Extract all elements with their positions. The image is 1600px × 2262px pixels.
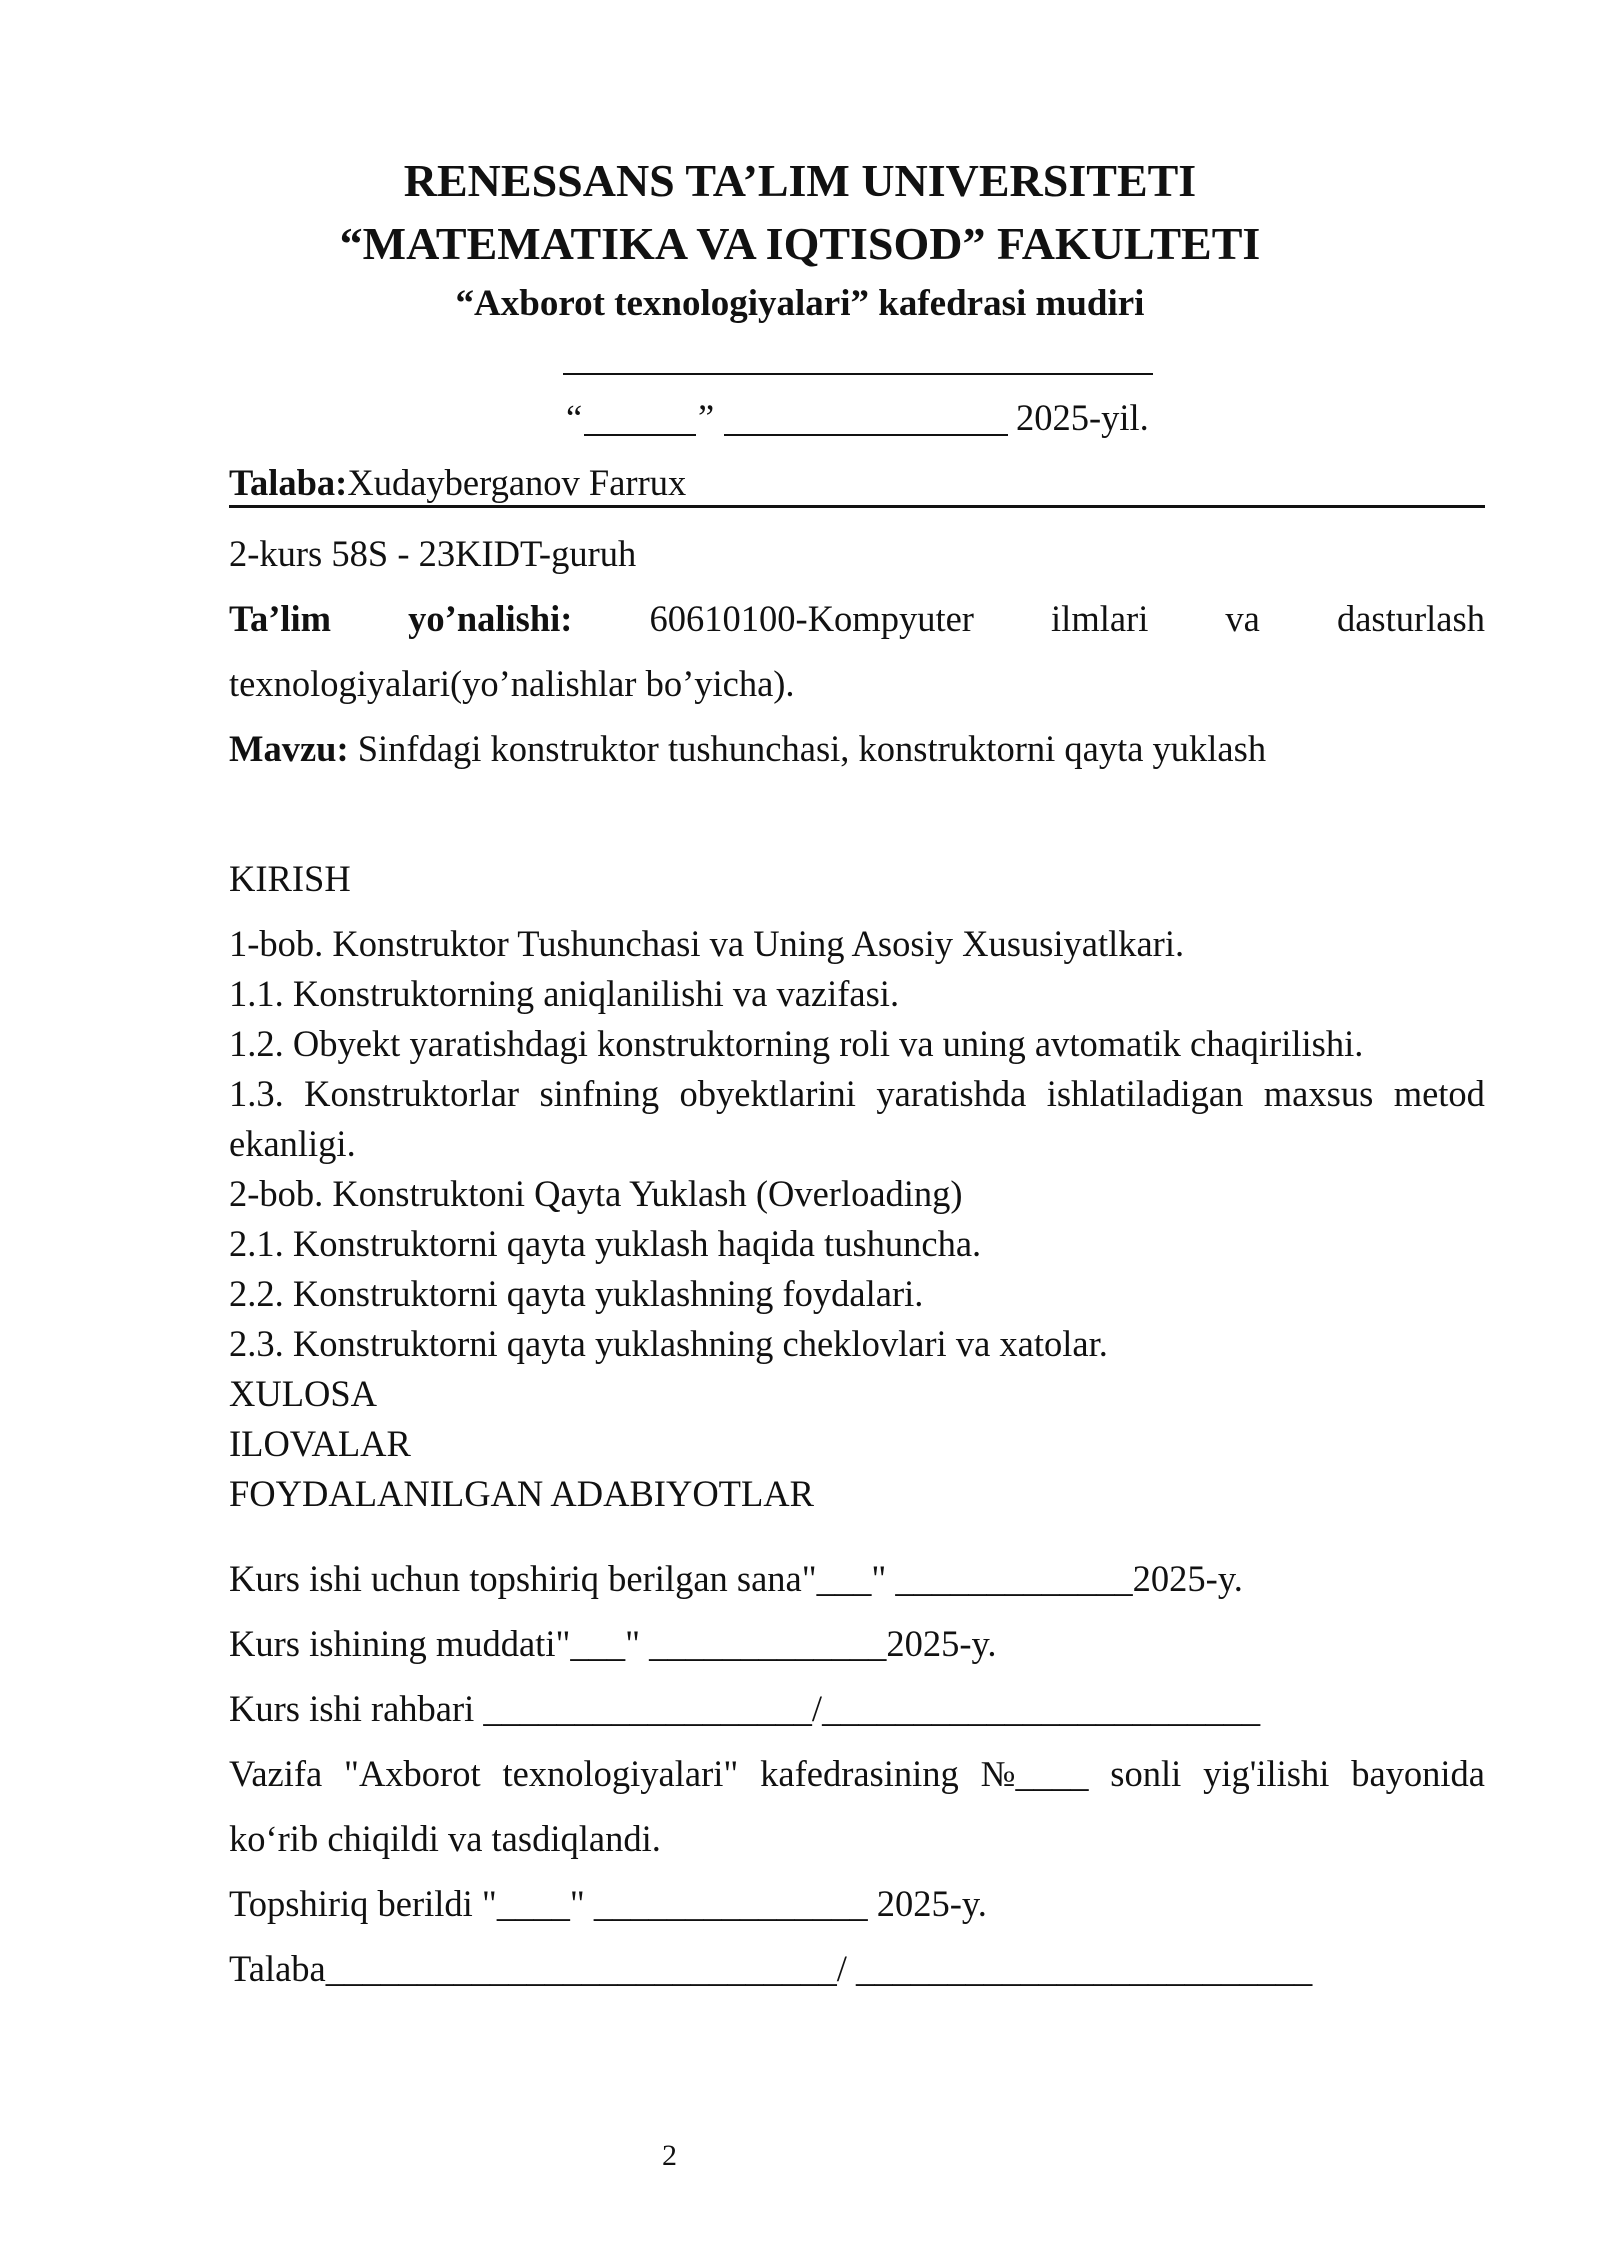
direction-word: va — [1225, 598, 1260, 639]
student-signature-line: Talaba____________________________/ _________________________ — [229, 1948, 1313, 1989]
section-word: Konstruktorlar — [304, 1073, 520, 1114]
section-word: ishlatiladigan — [1046, 1073, 1244, 1114]
approval-word: yig'ilishi — [1203, 1753, 1330, 1794]
approval-word: sonli — [1110, 1753, 1182, 1794]
student-label: Talaba: — [229, 462, 348, 503]
approval-line-2: ko‘rib chiqildi va tasdiqlandi. — [229, 1818, 661, 1859]
contents-references: FOYDALANILGAN ADABIYOTLAR — [229, 1473, 814, 1514]
approval-word: "Axborot — [344, 1753, 481, 1794]
given-line: Topshiriq berildi "____" _______________ 2025-y. — [229, 1883, 987, 1924]
page-number: 2 — [662, 2139, 677, 2172]
topic-line — [229, 727, 1266, 771]
direction-word: ilmlari — [1051, 598, 1149, 639]
approval-word: bayonida — [1351, 1753, 1485, 1794]
approval-word: kafedrasining — [760, 1753, 959, 1794]
section-word: obyektlarini — [679, 1073, 856, 1114]
contents-section-2-1: 2.1. Konstruktorni qayta yuklash haqida tushuncha. — [229, 1223, 982, 1264]
university-title: RENESSANS TA’LIM UNIVERSITETI — [403, 155, 1197, 206]
direction-word: 60610100-Kompyuter — [649, 598, 974, 639]
date-month-blank — [724, 434, 1008, 436]
date-close-quote: ” — [698, 397, 715, 438]
student-group: 2-kurs 58S - 23KIDT-guruh — [229, 533, 637, 574]
student-underline — [229, 505, 1485, 508]
contents-section-1-3-line-1 — [229, 1072, 1485, 1116]
supervisor-line: Kurs ishi rahbari __________________/________________________ — [229, 1688, 1261, 1729]
contents-section-1-1: 1.1. Konstruktorning aniqlanilishi va vazifasi. — [229, 973, 900, 1014]
topic-label: Mavzu: — [229, 728, 349, 769]
section-word: 1.3. — [229, 1073, 284, 1114]
section-word: maxsus — [1263, 1073, 1374, 1114]
section-word: yaratishda — [876, 1073, 1027, 1114]
assigned-date-line: Kurs ishi uchun topshiriq berilgan sana"___" _____________2025-y. — [229, 1558, 1243, 1599]
student-name: Xudayberganov Farrux — [347, 462, 687, 503]
section-word: metod — [1393, 1073, 1485, 1114]
section-word: sinfning — [539, 1073, 660, 1114]
contents-appendix: ILOVALAR — [229, 1423, 411, 1464]
contents-section-1-2: 1.2. Obyekt yaratishdagi konstruktorning roli va uning avtomatik chaqirilishi. — [229, 1023, 1364, 1064]
contents-section-2-3: 2.3. Konstruktorni qayta yuklashning cheklovlari va xatolar. — [229, 1323, 1108, 1364]
date-open-quote: “ — [566, 397, 583, 438]
approval-line-1 — [229, 1752, 1485, 1796]
contents-conclusion: XULOSA — [229, 1373, 378, 1414]
date-year: 2025-yil. — [1016, 397, 1149, 438]
faculty-title: “MATEMATIKA VA IQTISOD” FAKULTETI — [339, 218, 1261, 269]
direction-line-1 — [229, 597, 1485, 641]
contents-chapter-2: 2-bob. Konstruktoni Qayta Yuklash (Overloading) — [229, 1173, 963, 1214]
deadline-line: Kurs ishining muddati"___" _____________2025-y. — [229, 1623, 997, 1664]
department-head-title: “Axborot texnologiyalari” kafedrasi mudiri — [455, 283, 1145, 324]
approval-word: №____ — [980, 1753, 1089, 1794]
student-line — [229, 461, 686, 505]
contents-intro: KIRISH — [229, 858, 351, 899]
direction-label-word: yo’nalishi: — [408, 598, 573, 639]
date-day-blank — [584, 434, 696, 436]
contents-section-1-3-line-2: ekanligi. — [229, 1123, 356, 1164]
approval-word: texnologiyalari" — [502, 1753, 739, 1794]
direction-line-2: texnologiyalari(yo’nalishlar bo’yicha). — [229, 663, 795, 704]
direction-label-word: Ta’lim — [229, 598, 332, 639]
contents-chapter-1: 1-bob. Konstruktor Tushunchasi va Uning Asosiy Xususiyatlkari. — [229, 923, 1185, 964]
topic-text: Sinfdagi konstruktor tushunchasi, konstruktorni qayta yuklash — [357, 728, 1267, 769]
contents-section-2-2: 2.2. Konstruktorni qayta yuklashning foydalari. — [229, 1273, 924, 1314]
direction-word: dasturlash — [1336, 598, 1485, 639]
signature-line — [563, 373, 1153, 375]
approval-word: Vazifa — [229, 1753, 323, 1794]
